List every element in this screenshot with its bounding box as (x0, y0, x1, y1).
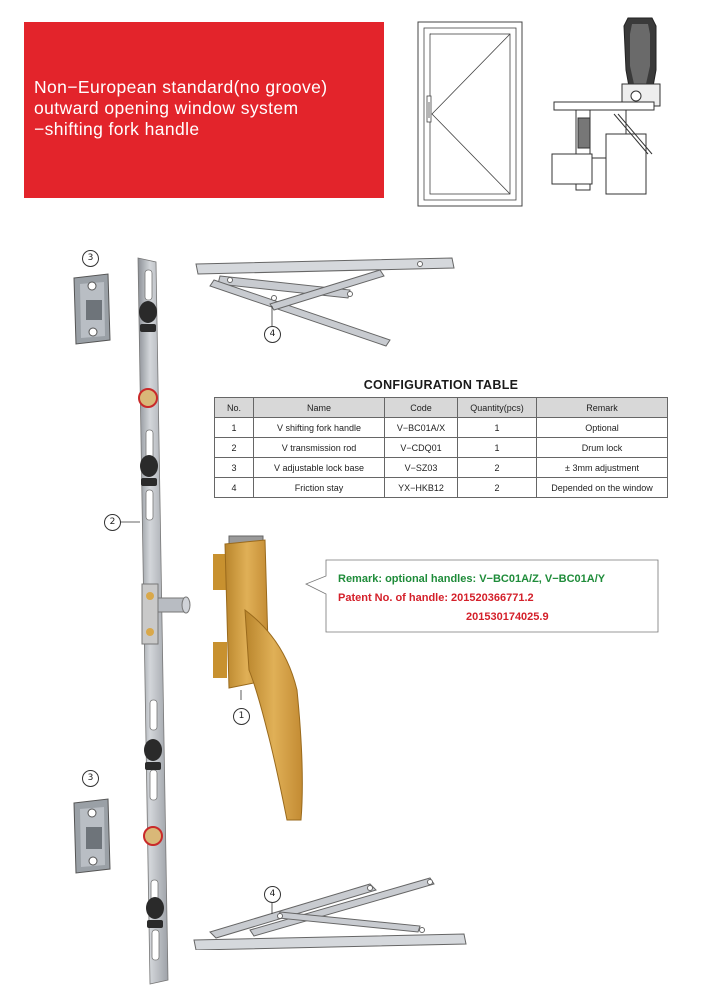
cell-code: V−SZ03 (385, 458, 458, 478)
banner-title-line-3: −shifting fork handle (34, 119, 200, 139)
header-name: Name (254, 398, 385, 418)
banner-title (34, 77, 327, 140)
cell-no: 4 (215, 478, 254, 498)
cell-name: V shifting fork handle (254, 418, 385, 438)
cell-no: 2 (215, 438, 254, 458)
table-row (215, 438, 668, 458)
cell-quantity: 2 (458, 458, 537, 478)
remark-patent-2: 201530174025.9 (466, 611, 549, 623)
friction-stay-bottom (190, 870, 470, 950)
callout-lock-base-top: 3 (82, 250, 99, 267)
friction-stay-top (190, 250, 460, 350)
cell-remark: Drum lock (537, 438, 668, 458)
cell-remark: ± 3mm adjustment (537, 458, 668, 478)
lock-base-top (68, 270, 118, 350)
table-row (215, 418, 668, 438)
cell-no: 3 (215, 458, 254, 478)
header-code: Code (385, 398, 458, 418)
callout-transmission-rod: 2 (104, 514, 121, 531)
remark-optional-handles: Remark: optional handles: V−BC01A/Z, V−BC01A/Y (338, 573, 606, 585)
callout-lock-base-bottom: 3 (82, 770, 99, 787)
cell-name: Friction stay (254, 478, 385, 498)
table-header-row (215, 398, 668, 418)
cell-code: V−CDQ01 (385, 438, 458, 458)
callout-handle: 1 (233, 708, 250, 725)
cell-no: 1 (215, 418, 254, 438)
table-title: CONFIGURATION TABLE (363, 378, 519, 392)
cell-quantity: 2 (458, 478, 537, 498)
header-quantity: Quantity(pcs) (458, 398, 537, 418)
table-row (215, 458, 668, 478)
window-outline-drawing (415, 20, 527, 210)
lock-base-bottom (68, 795, 118, 880)
remark-text (338, 570, 658, 627)
cell-remark: Optional (537, 418, 668, 438)
cell-quantity: 1 (458, 438, 537, 458)
profile-section-drawing (548, 14, 668, 204)
header-no: No. (215, 398, 254, 418)
callout-stay-top: 4 (264, 326, 281, 343)
title-banner (24, 22, 384, 198)
header-remark: Remark (537, 398, 668, 418)
cell-quantity: 1 (458, 418, 537, 438)
remark-patent: Patent No. of handle: 201520366771.2 (338, 592, 534, 604)
table-row (215, 478, 668, 498)
cell-name: V transmission rod (254, 438, 385, 458)
banner-title-line-1: Non−European standard(no groove) (34, 77, 328, 97)
cell-code: YX−HKB12 (385, 478, 458, 498)
cell-remark: Depended on the window (537, 478, 668, 498)
cell-name: V adjustable lock base (254, 458, 385, 478)
cell-code: V−BC01A/X (385, 418, 458, 438)
configuration-table (214, 397, 668, 498)
banner-title-line-2: outward opening window system (34, 98, 299, 118)
callout-stay-bottom: 4 (264, 886, 281, 903)
